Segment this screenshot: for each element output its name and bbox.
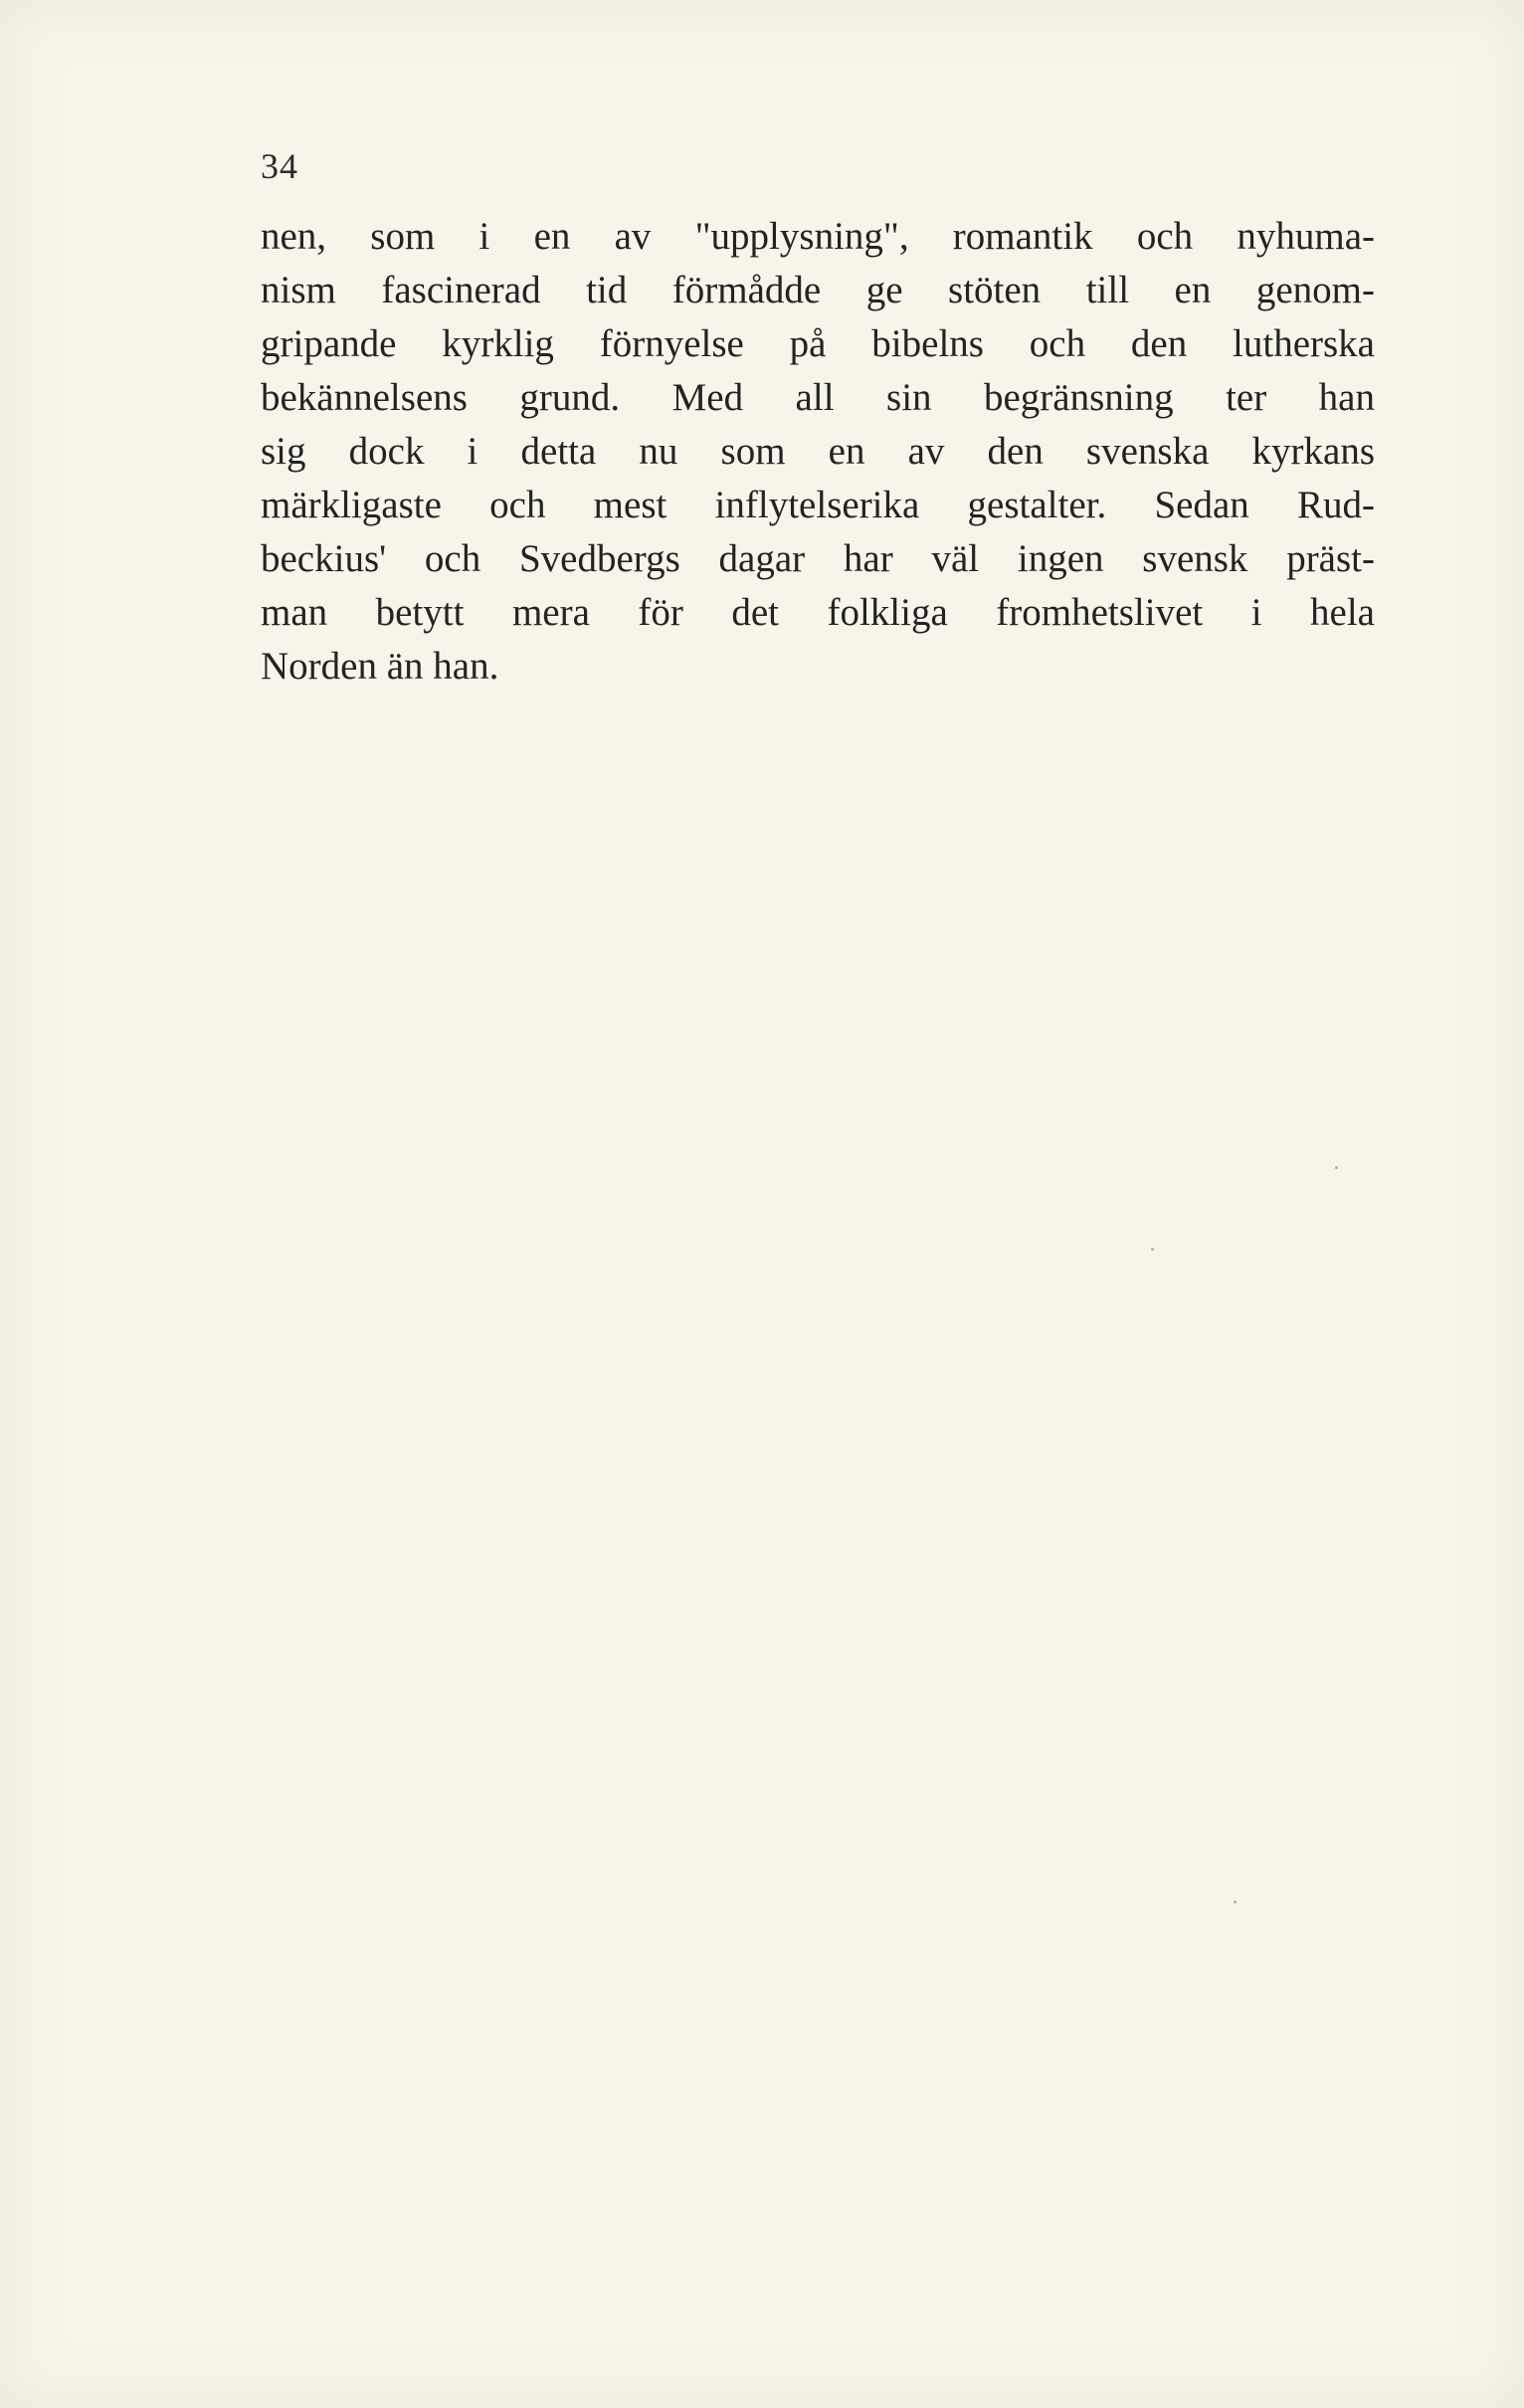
text-line: nism fascinerad tid förmådde ge stöten till en genom- — [261, 269, 1375, 311]
text-line: Norden än han. — [261, 645, 499, 688]
paper-speck — [1335, 1166, 1338, 1169]
text-line: beckius' och Svedbergs dagar har väl ingen svensk präst- — [261, 537, 1375, 580]
paper-speck — [1151, 1248, 1154, 1251]
page-number: 34 — [261, 146, 298, 186]
text-line: nen, som i en av "upplysning", romantik och nyhuma- — [261, 215, 1375, 258]
text-line: man betytt mera för det folkliga fromhetslivet i hela — [261, 591, 1375, 634]
text-line: märkligaste och mest inflytelserika gestalter. Sedan Rud- — [261, 484, 1375, 526]
body-text — [261, 210, 1375, 694]
text-line: gripande kyrklig förnyelse på bibelns och den lutherska — [261, 322, 1375, 365]
text-line: sig dock i detta nu som en av den svenska kyrkans — [261, 430, 1375, 473]
paper-speck — [1234, 1901, 1237, 1904]
text-line: bekännelsens grund. Med all sin begränsning ter han — [261, 376, 1375, 419]
